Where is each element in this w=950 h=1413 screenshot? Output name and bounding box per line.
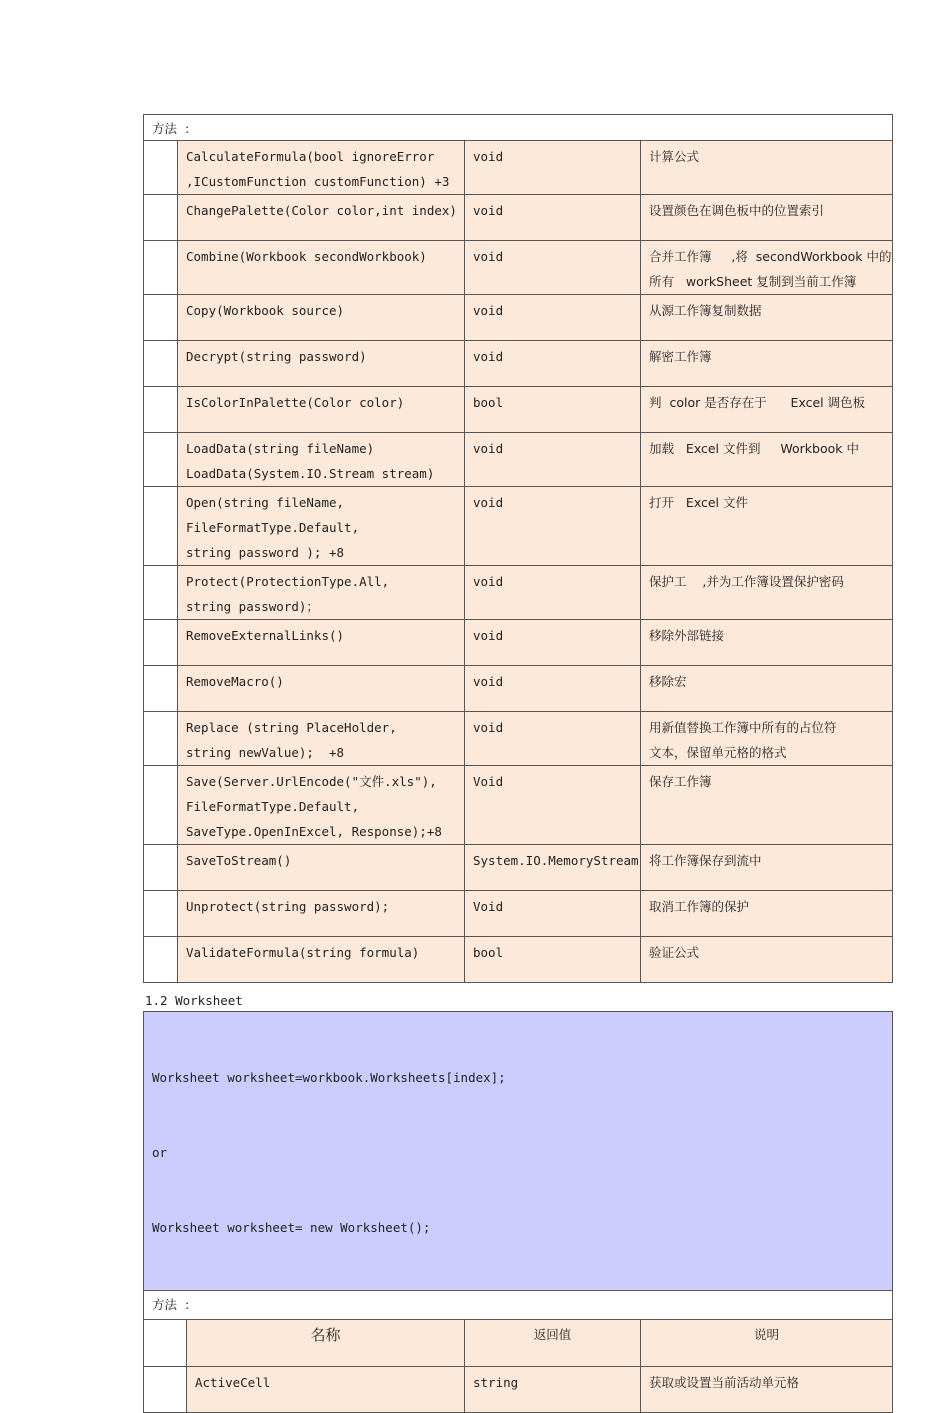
method-description-line: 打开 Excel 文件 [649, 495, 749, 510]
method-return-type-line: void [473, 203, 504, 218]
method-return-type [465, 712, 640, 740]
method-description-cell [641, 712, 893, 766]
method-description-cell [641, 487, 893, 566]
column-header-name [187, 1320, 465, 1367]
method-row [144, 566, 893, 620]
method-description [641, 487, 892, 515]
method-signature-line: ValidateFormula(string formula) [186, 945, 420, 960]
method-return-type-cell [465, 666, 641, 712]
method-return-type-line: bool [473, 945, 504, 960]
method-description-line: 保护工 ,并为工作簿设置保护密码 [649, 574, 844, 589]
column-header-description-label: 说明 [754, 1327, 780, 1342]
method-signature [178, 487, 464, 565]
method-signature-cell [178, 141, 465, 195]
method-description-line: 所有 workSheet 复制到当前工作簿 [649, 274, 857, 289]
method-description-line: 判 color 是否存在于 Excel 调色板 [649, 395, 866, 410]
method-return-type-line: void [473, 674, 504, 689]
method-description [641, 845, 892, 873]
index-cell [144, 712, 178, 766]
method-description-line: 从源工作簿复制数据 [649, 303, 762, 318]
method-return-type-cell [465, 433, 641, 487]
column-header-name-label: 名称 [310, 1326, 341, 1344]
member-description: 获取或设置当前活动单元格 [649, 1375, 800, 1390]
method-description-line: 设置颜色在调色板中的位置索引 [649, 203, 825, 218]
index-cell [144, 487, 178, 566]
method-return-type [465, 141, 640, 169]
method-return-type [465, 195, 640, 223]
method-return-type [465, 241, 640, 269]
method-return-type-line: Void [473, 774, 504, 789]
method-description-line: 验证公式 [649, 945, 700, 960]
method-description-line: 保存工作簿 [649, 774, 712, 789]
method-return-type-line: void [473, 149, 504, 164]
member-return-type: string [473, 1375, 519, 1390]
method-row [144, 845, 893, 891]
method-row [144, 241, 893, 295]
method-signature-cell [178, 891, 465, 937]
method-row [144, 195, 893, 241]
method-description-cell [641, 141, 893, 195]
method-description-line: 加载 Excel 文件到 Workbook 中 [649, 441, 859, 456]
method-signature-line: RemoveExternalLinks() [186, 628, 345, 643]
method-description-cell [641, 937, 893, 983]
method-return-type [465, 487, 640, 515]
index-cell [144, 295, 178, 341]
method-signature [178, 241, 464, 269]
method-description-line: 将工作簿保存到流中 [649, 853, 762, 868]
method-description-cell [641, 845, 893, 891]
method-description [641, 141, 892, 169]
method-signature-line: Protect(ProtectionType.All, [186, 574, 390, 589]
method-signature-line: CalculateFormula(bool ignoreError [186, 149, 435, 164]
method-signature-line: FileFormatType.Default, [186, 799, 360, 814]
method-signature [178, 666, 464, 694]
method-return-type [465, 891, 640, 919]
method-return-type-cell [465, 712, 641, 766]
method-signature [178, 891, 464, 919]
method-signature-line: Unprotect(string password); [186, 899, 390, 914]
method-return-type-line: void [473, 628, 504, 643]
index-cell [144, 341, 178, 387]
method-return-type-cell [465, 195, 641, 241]
methods-header-row [144, 115, 893, 141]
method-signature-cell [178, 620, 465, 666]
method-signature [178, 387, 464, 415]
index-cell [144, 620, 178, 666]
method-return-type-cell [465, 487, 641, 566]
method-return-type [465, 341, 640, 369]
method-signature-line: Combine(Workbook secondWorkbook) [186, 249, 427, 264]
section-heading: 1.2 Worksheet [145, 993, 243, 1008]
worksheet-methods-header-label: 方法 : [152, 1297, 190, 1312]
method-description [641, 620, 892, 648]
method-return-type-line: System.IO.MemoryStream [473, 853, 639, 868]
index-cell [144, 195, 178, 241]
method-return-type-cell [465, 937, 641, 983]
method-description-line: 移除宏 [649, 674, 687, 689]
method-description-cell [641, 241, 893, 295]
method-row [144, 141, 893, 195]
method-row [144, 766, 893, 845]
method-return-type-line: Void [473, 899, 504, 914]
member-description-cell [641, 1367, 893, 1413]
code-line: or [152, 1145, 168, 1160]
method-signature-cell [178, 845, 465, 891]
method-return-type [465, 666, 640, 694]
index-cell [144, 241, 178, 295]
method-signature [178, 937, 464, 965]
method-signature-cell [178, 387, 465, 433]
method-return-type-line: void [473, 720, 504, 735]
method-signature [178, 620, 464, 648]
method-description-line: 解密工作簿 [649, 349, 712, 364]
method-description-cell [641, 433, 893, 487]
method-description-cell [641, 566, 893, 620]
worksheet-code-lines [144, 1012, 892, 1290]
method-description-cell [641, 620, 893, 666]
method-signature-cell [178, 937, 465, 983]
member-name-cell [187, 1367, 465, 1413]
method-signature [178, 341, 464, 369]
index-cell [144, 1367, 187, 1413]
method-signature-cell [178, 766, 465, 845]
method-return-type [465, 620, 640, 648]
method-description-cell [641, 295, 893, 341]
method-return-type-line: void [473, 495, 504, 510]
method-signature-line: Copy(Workbook source) [186, 303, 345, 318]
method-return-type [465, 433, 640, 461]
column-header-return [465, 1320, 641, 1367]
column-header-description [641, 1320, 893, 1367]
method-row [144, 712, 893, 766]
member-name: ActiveCell [195, 1375, 271, 1390]
method-row [144, 387, 893, 433]
method-row [144, 666, 893, 712]
method-signature-cell [178, 666, 465, 712]
method-description [641, 937, 892, 965]
methods-header-label: 方法 : [152, 121, 190, 136]
method-row [144, 433, 893, 487]
method-signature [178, 845, 464, 873]
method-description-line: 用新值替换工作簿中所有的占位符 [649, 720, 837, 735]
method-description [641, 433, 892, 461]
method-signature-line: LoadData(System.IO.Stream stream) [186, 466, 435, 481]
method-return-type-cell [465, 620, 641, 666]
method-return-type [465, 845, 640, 873]
method-return-type-cell [465, 566, 641, 620]
method-description [641, 712, 892, 765]
method-description-line: 文本，保留单元格的格式 [649, 745, 787, 760]
method-description-line: 移除外部链接 [649, 628, 725, 643]
method-return-type-cell [465, 341, 641, 387]
workbook-methods-table [143, 114, 893, 983]
method-signature [178, 195, 464, 223]
method-description [641, 195, 892, 223]
method-description [641, 387, 892, 415]
method-description [641, 341, 892, 369]
method-signature-cell [178, 433, 465, 487]
method-return-type-cell [465, 241, 641, 295]
worksheet-table [143, 1011, 893, 1413]
index-cell [144, 141, 178, 195]
method-row [144, 620, 893, 666]
method-row [144, 295, 893, 341]
method-signature-line: Save(Server.UrlEncode("文件.xls"), [186, 774, 437, 789]
method-return-type-line: void [473, 249, 504, 264]
method-row [144, 891, 893, 937]
column-header-return-label: 返回值 [533, 1327, 572, 1342]
method-return-type-cell [465, 141, 641, 195]
method-signature-cell [178, 487, 465, 566]
method-signature [178, 141, 464, 194]
method-return-type-line: void [473, 441, 504, 456]
method-signature-line: Decrypt(string password) [186, 349, 367, 364]
method-signature-cell [178, 195, 465, 241]
method-description [641, 295, 892, 323]
method-description [641, 666, 892, 694]
method-return-type-cell [465, 891, 641, 937]
method-signature-line: LoadData(string fileName) [186, 441, 375, 456]
method-description [641, 566, 892, 594]
method-description-line: 取消工作簿的保护 [649, 899, 750, 914]
method-return-type [465, 566, 640, 594]
method-row [144, 341, 893, 387]
index-cell [144, 1320, 187, 1367]
index-cell [144, 891, 178, 937]
method-row [144, 937, 893, 983]
method-description [641, 766, 892, 794]
method-signature-line: string newValue); +8 [186, 745, 345, 760]
index-cell [144, 845, 178, 891]
method-description [641, 891, 892, 919]
index-cell [144, 766, 178, 845]
method-signature-cell [178, 341, 465, 387]
method-signature [178, 566, 464, 619]
method-return-type [465, 937, 640, 965]
method-signature [178, 766, 464, 844]
method-signature-line: Replace (string PlaceHolder, [186, 720, 397, 735]
method-signature-line: SaveToStream() [186, 853, 292, 868]
method-signature [178, 433, 464, 486]
method-description-cell [641, 195, 893, 241]
code-line: Worksheet worksheet=workbook.Worksheets[index]; [152, 1070, 506, 1085]
method-description-cell [641, 666, 893, 712]
index-cell [144, 566, 178, 620]
method-signature-line: string password)； [186, 599, 319, 614]
worksheet-code-block [144, 1012, 893, 1291]
index-cell [144, 666, 178, 712]
method-return-type-line: void [473, 574, 504, 589]
method-return-type-line: bool [473, 395, 504, 410]
method-signature-line: string password ); +8 [186, 545, 345, 560]
method-signature [178, 295, 464, 323]
method-return-type [465, 295, 640, 323]
method-signature-line: SaveType.OpenInExcel, Response);+8 [186, 824, 442, 839]
index-cell [144, 433, 178, 487]
method-description-cell [641, 766, 893, 845]
method-row [144, 487, 893, 566]
method-description-cell [641, 891, 893, 937]
method-return-type-cell [465, 845, 641, 891]
method-signature-line: RemoveMacro() [186, 674, 284, 689]
index-cell [144, 387, 178, 433]
method-signature-line: ,ICustomFunction customFunction) +3 [186, 174, 450, 189]
method-return-type-cell [465, 766, 641, 845]
method-signature-line: FileFormatType.Default, [186, 520, 360, 535]
worksheet-methods-header-row [144, 1291, 893, 1320]
code-line: Worksheet worksheet= new Worksheet(); [152, 1220, 431, 1235]
method-description-cell [641, 341, 893, 387]
member-return-cell [465, 1367, 641, 1413]
method-description [641, 241, 892, 294]
method-description-cell [641, 387, 893, 433]
method-return-type-line: void [473, 349, 504, 364]
method-signature-line: Open(string fileName, [186, 495, 345, 510]
method-description-line: 计算公式 [649, 149, 700, 164]
method-signature [178, 712, 464, 765]
method-return-type-cell [465, 295, 641, 341]
method-signature-line: IsColorInPalette(Color color) [186, 395, 405, 410]
method-signature-cell [178, 295, 465, 341]
method-signature-cell [178, 712, 465, 766]
method-signature-cell [178, 241, 465, 295]
index-cell [144, 937, 178, 983]
method-signature-line: ChangePalette(Color color,int index) [186, 203, 457, 218]
method-return-type-cell [465, 387, 641, 433]
method-signature-cell [178, 566, 465, 620]
method-return-type [465, 766, 640, 794]
method-return-type-line: void [473, 303, 504, 318]
method-return-type [465, 387, 640, 415]
method-description-line: 合并工作簿 ,将 secondWorkbook 中的 [649, 249, 892, 264]
